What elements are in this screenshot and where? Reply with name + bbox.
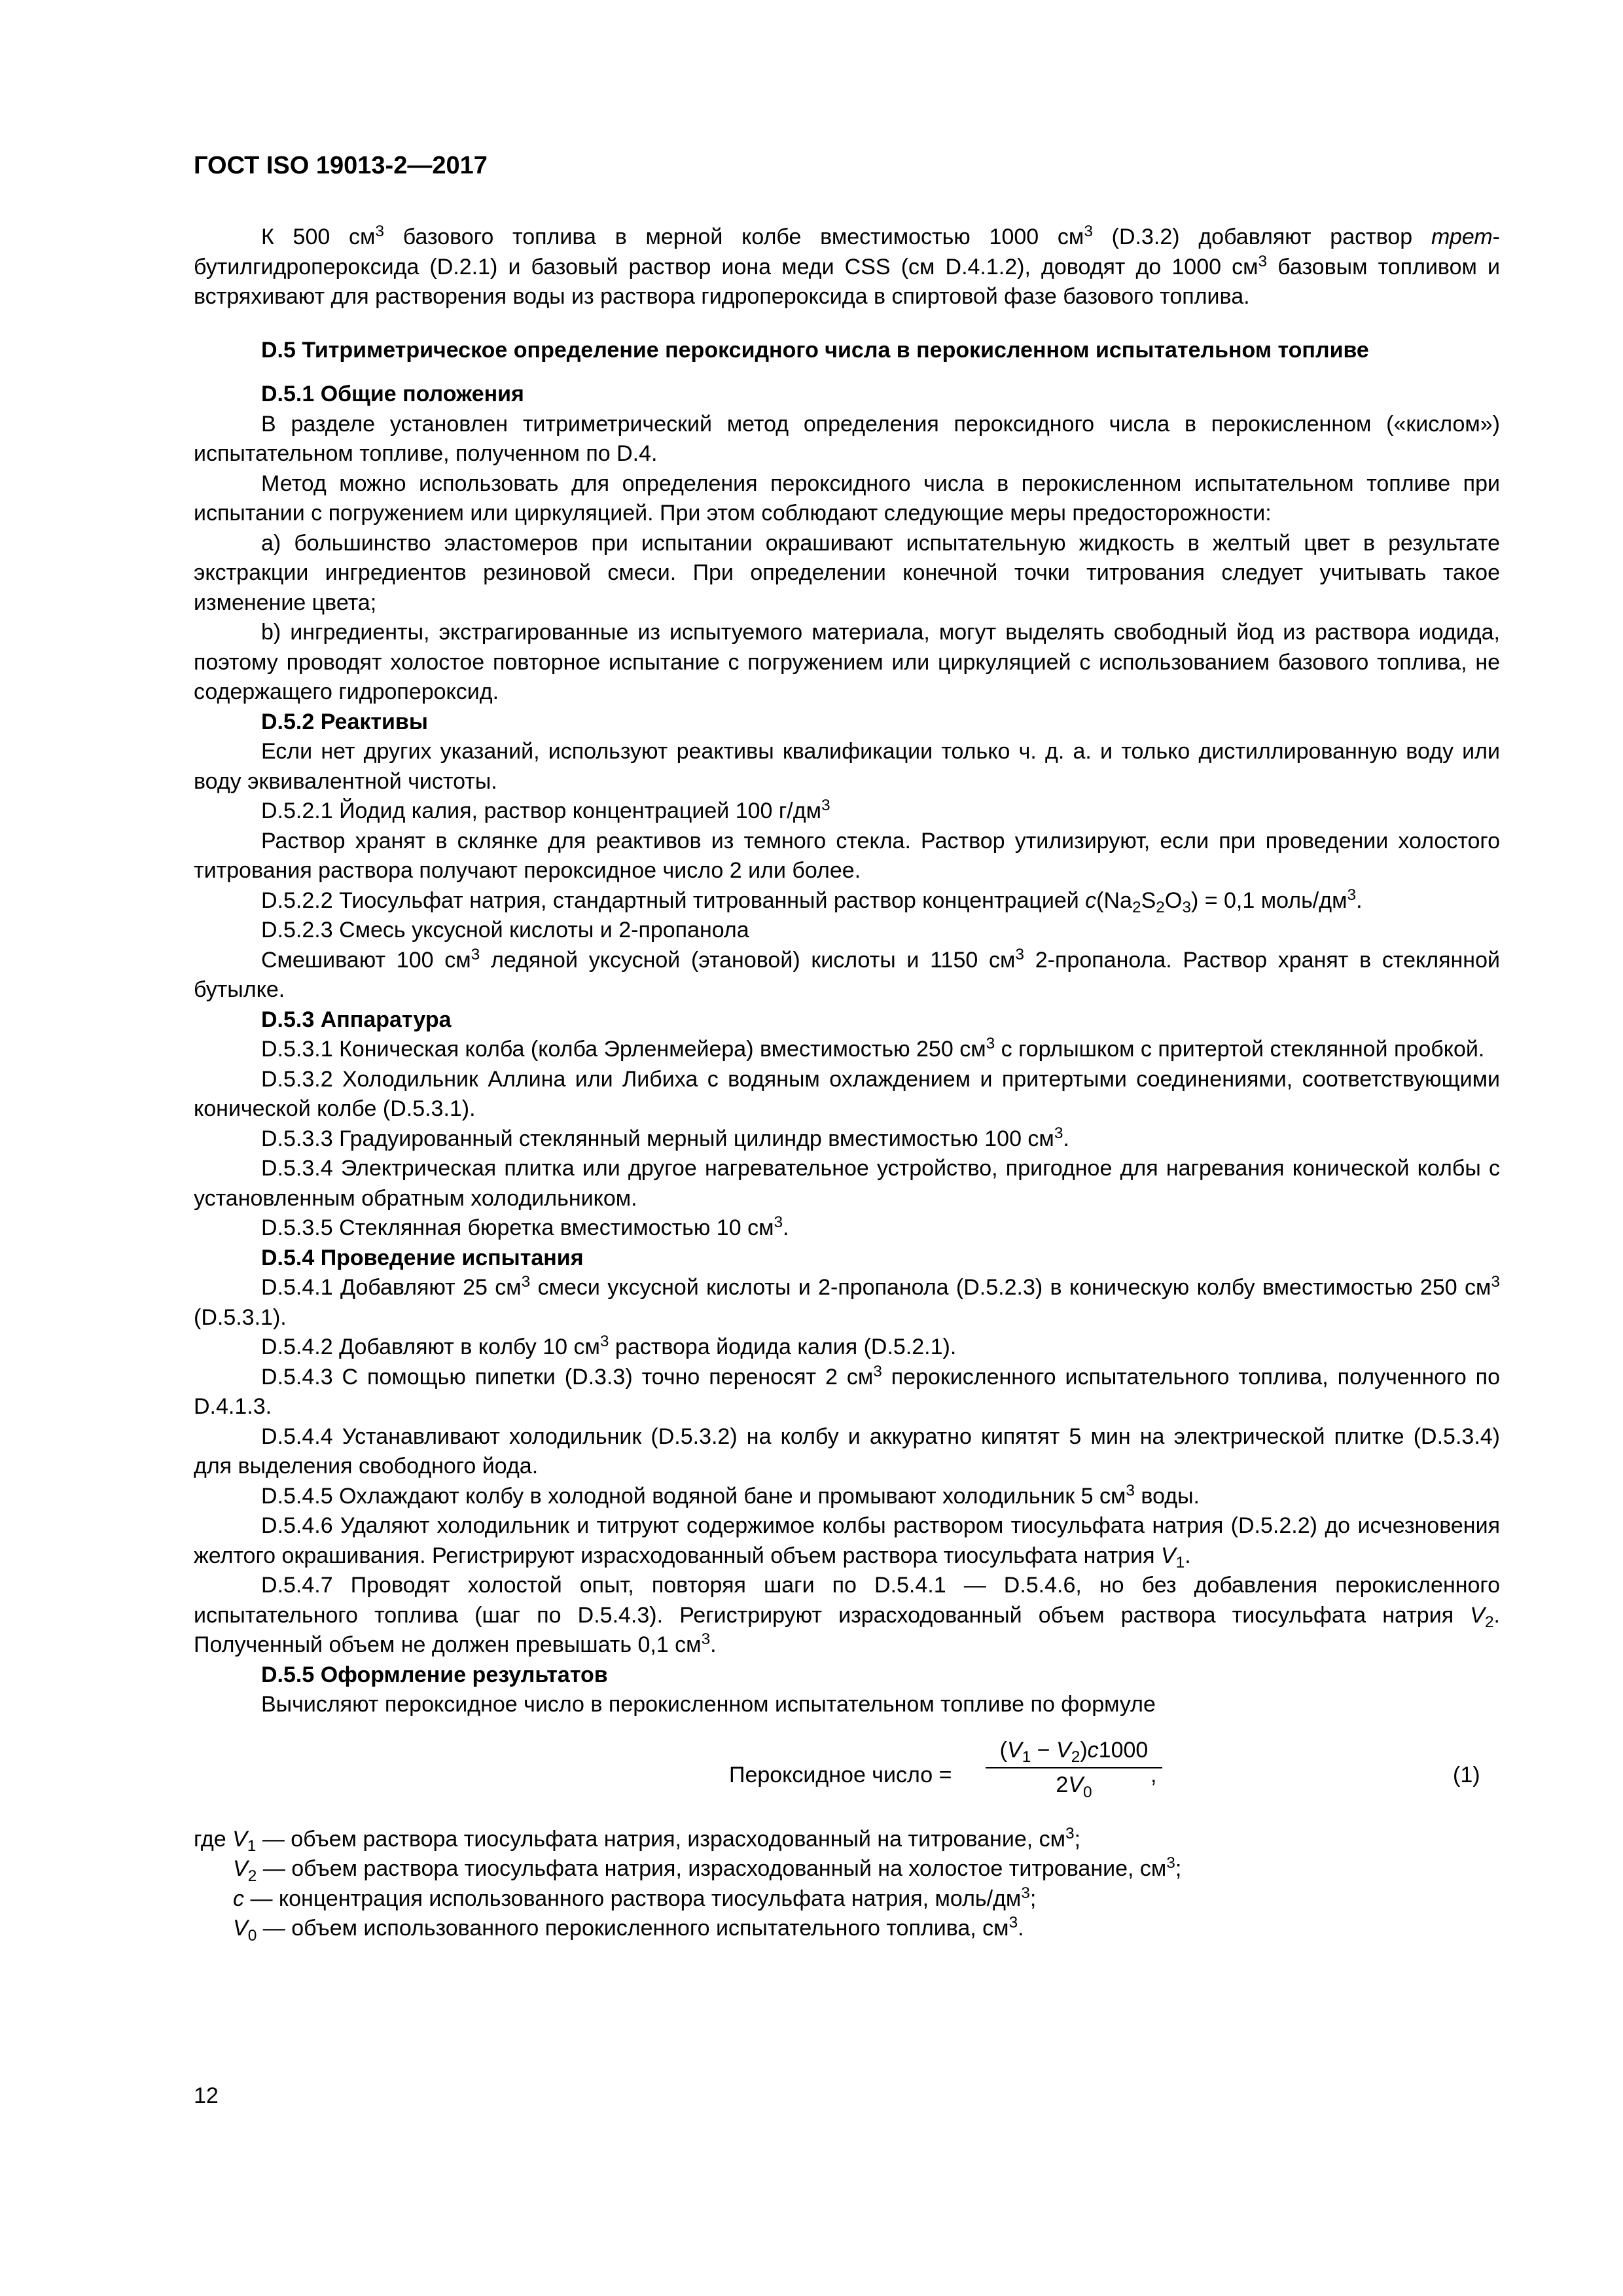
d547-item: D.5.4.7 Проводят холостой опыт, повторяя шаги по D.5.4.1 — D.5.4.6, но без добавления перокисленного испытательного топлива (шаг по D.5.4.3). Регистрируют израсходованный объем раствора тиосульфата натрия $V_2$. Полученный объем не должен превышать 0,1 $см^3$. (194, 1573, 1500, 1657)
d544-item: D.5.4.4 Устанавливают холодильник (D.5.3.2) на колбу и аккуратно кипятят 5 мин на электрической плитке (D.5.3.4) для выделения свободного йода. (194, 1424, 1500, 1479)
d51-list-item-a: a) большинство эластомеров при испытании окрашивают испытательную жидкость в желтый цвет в результате экстракции ингредиентов резиновой смеси. При определении конечной точки титрования следует учитывать такое изменение цвета; (194, 530, 1500, 615)
d541-item: D.5.4.1 Добавляют 25 $см^3$ смеси уксусной кислоты и 2-пропанола (D.5.2.3) в коническую колбу вместимостью 250 $см^3$ (D.5.3.1). (194, 1273, 1500, 1330)
d531-item: D.5.3.1 Коническая колба (колба Эрленмейера) вместимостью 250 $см^3$ с горлышком с притертой стеклянной пробкой. (261, 1035, 1485, 1062)
formula-denominator: $2V_0$ (1056, 1772, 1092, 1801)
d545-item: D.5.4.5 Охлаждают колбу в холодной водяной бане и промывают холодильник 5 $см^3$ воды. (261, 1481, 1200, 1509)
d534-item: D.5.3.4 Электрическая плитка или другое нагревательное устройство, пригодное для нагревания конической колбы с установленным обратным холодильником. (194, 1156, 1500, 1211)
d51-list-item-b: b) ингредиенты, экстрагированные из испытуемого материала, могут выделять свободный йод из раствора иодида, поэтому проводят холостое повторное испытание с погружением или циркуляцией с использованием базового топлива, не содержащего гидропероксид. (194, 620, 1500, 704)
formula-comma: , (1150, 1762, 1157, 1787)
d543-item: D.5.4.3 С помощью пипетки (D.3.3) точно переносят 2 $см^3$ перокисленного испытательного топлива, полученного по D.4.1.3. (194, 1362, 1500, 1419)
d52-paragraph-1: Если нет других указаний, используют реактивы квалификации только ч. д. а. и только дистиллированную воду или воду эквивалентной чистоты. (194, 739, 1500, 794)
intro-paragraph: К 500 $см^3$ базового топлива в мерной колбе вместимостью 1000 $см^3$ (D.3.2) добавляют раствор трет-бутилгидропероксида (D.2.1) и базовый раствор иона меди CSS (см D.4.1.2), доводят до 1000 $см^3$ базовым топливом и встряхивают для растворения воды из раствора гидропероксида в спиртовой фазе базового топлива. (194, 223, 1500, 309)
d521-text: Раствор хранят в склянке для реактивов из темного стекла. Раствор утилизируют, если при проведении холостого титрования раствора получают пероксидное число 2 или более. (194, 828, 1500, 883)
section-d5-heading: D.5 Титриметрическое определение пероксидного числа в перокисленном испытательном топливе (261, 337, 1369, 363)
page-number: 12 (194, 2083, 219, 2108)
formula-number: (1) (1453, 1762, 1480, 1787)
d51-paragraph-2: Метод можно использовать для определения пероксидного числа в перокисленном испытательном топливе при испытании с погружением или циркуляцией. При этом соблюдают следующие меры предосторожности: (194, 471, 1500, 526)
document-header: ГОСТ ISO 19013-2—2017 (194, 152, 488, 179)
section-d53-heading: D.5.3 Аппаратура (261, 1007, 452, 1032)
d55-paragraph-1: Вычисляют пероксидное число в перокисленном испытательном топливе по формуле (261, 1692, 1156, 1717)
section-d51-heading: D.5.1 Общие положения (261, 382, 524, 406)
d546-item: D.5.4.6 Удаляют холодильник и титруют содержимое колбы раствором тиосульфата натрия (D.5.2.2) до исчезновения желтого окрашивания. Регистрируют израсходованный объем раствора тиосульфата натрия $V_1$. (194, 1513, 1500, 1572)
section-d52-heading: D.5.2 Реактивы (261, 709, 428, 734)
definition-v0: $V_0$ — объем использованного перокисленного испытательного топлива, $см^3$. (233, 1914, 1024, 1945)
d523-text: Смешивают 100 $см^3$ ледяной уксусной (этановой) кислоты и 1150 $см^3$ 2-пропанола. Раствор хранят в стеклянной бутылке. (194, 945, 1500, 1002)
d542-item: D.5.4.2 Добавляют в колбу 10 $см^3$ раствора йодида калия (D.5.2.1). (261, 1333, 957, 1359)
d521-title: D.5.2.1 Йодид калия, раствор концентрацией 100 $г/дм^3$ (261, 797, 830, 823)
definition-c: c — концентрация использованного раствора тиосульфата натрия, моль/$дм^3$; (233, 1884, 1037, 1911)
d51-paragraph-1: В разделе установлен титриметрический метод определения пероксидного числа в перокисленном («кислом») испытательном топливе, полученном по D.4. (194, 411, 1500, 466)
formula-fraction (986, 1736, 1162, 1801)
formula-lhs: Пероксидное число = (729, 1762, 952, 1787)
definition-v2: $V_2$ — объем раствора тиосульфата натрия, израсходованный на холостое титрование, $см^3$; (233, 1854, 1182, 1885)
d535-item: D.5.3.5 Стеклянная бюретка вместимостью 10 $см^3$. (261, 1213, 789, 1240)
section-d55-heading: D.5.5 Оформление результатов (261, 1662, 608, 1687)
d533-item: D.5.3.3 Градуированный стеклянный мерный цилиндр вместимостью 100 $см^3$. (261, 1124, 1069, 1151)
document-body (194, 223, 1500, 1944)
definition-v1: где $V_1$ — объем раствора тиосульфата натрия, израсходованный на титрование, $см^3$; (194, 1824, 1081, 1856)
formula-definitions (194, 1825, 1500, 1944)
formula-numerator: $(V_1 - V_2)c1000$ (999, 1737, 1149, 1767)
section-d54-heading: D.5.4 Проведение испытания (261, 1245, 584, 1270)
d522-title: D.5.2.2 Тиосульфат натрия, стандартный титрованный раствор концентрацией $c(Na_2S_2O_3) = 0,1$ моль/$дм^3$. (261, 886, 1363, 917)
formula-1 (194, 1736, 1500, 1818)
d532-item: D.5.3.2 Холодильник Аллина или Либиха с водяным охлаждением и притертыми соединениями, соответствующими конической колбе (D.5.3.1). (194, 1066, 1500, 1121)
d523-title: D.5.2.3 Смесь уксусной кислоты и 2-пропанола (261, 918, 749, 942)
